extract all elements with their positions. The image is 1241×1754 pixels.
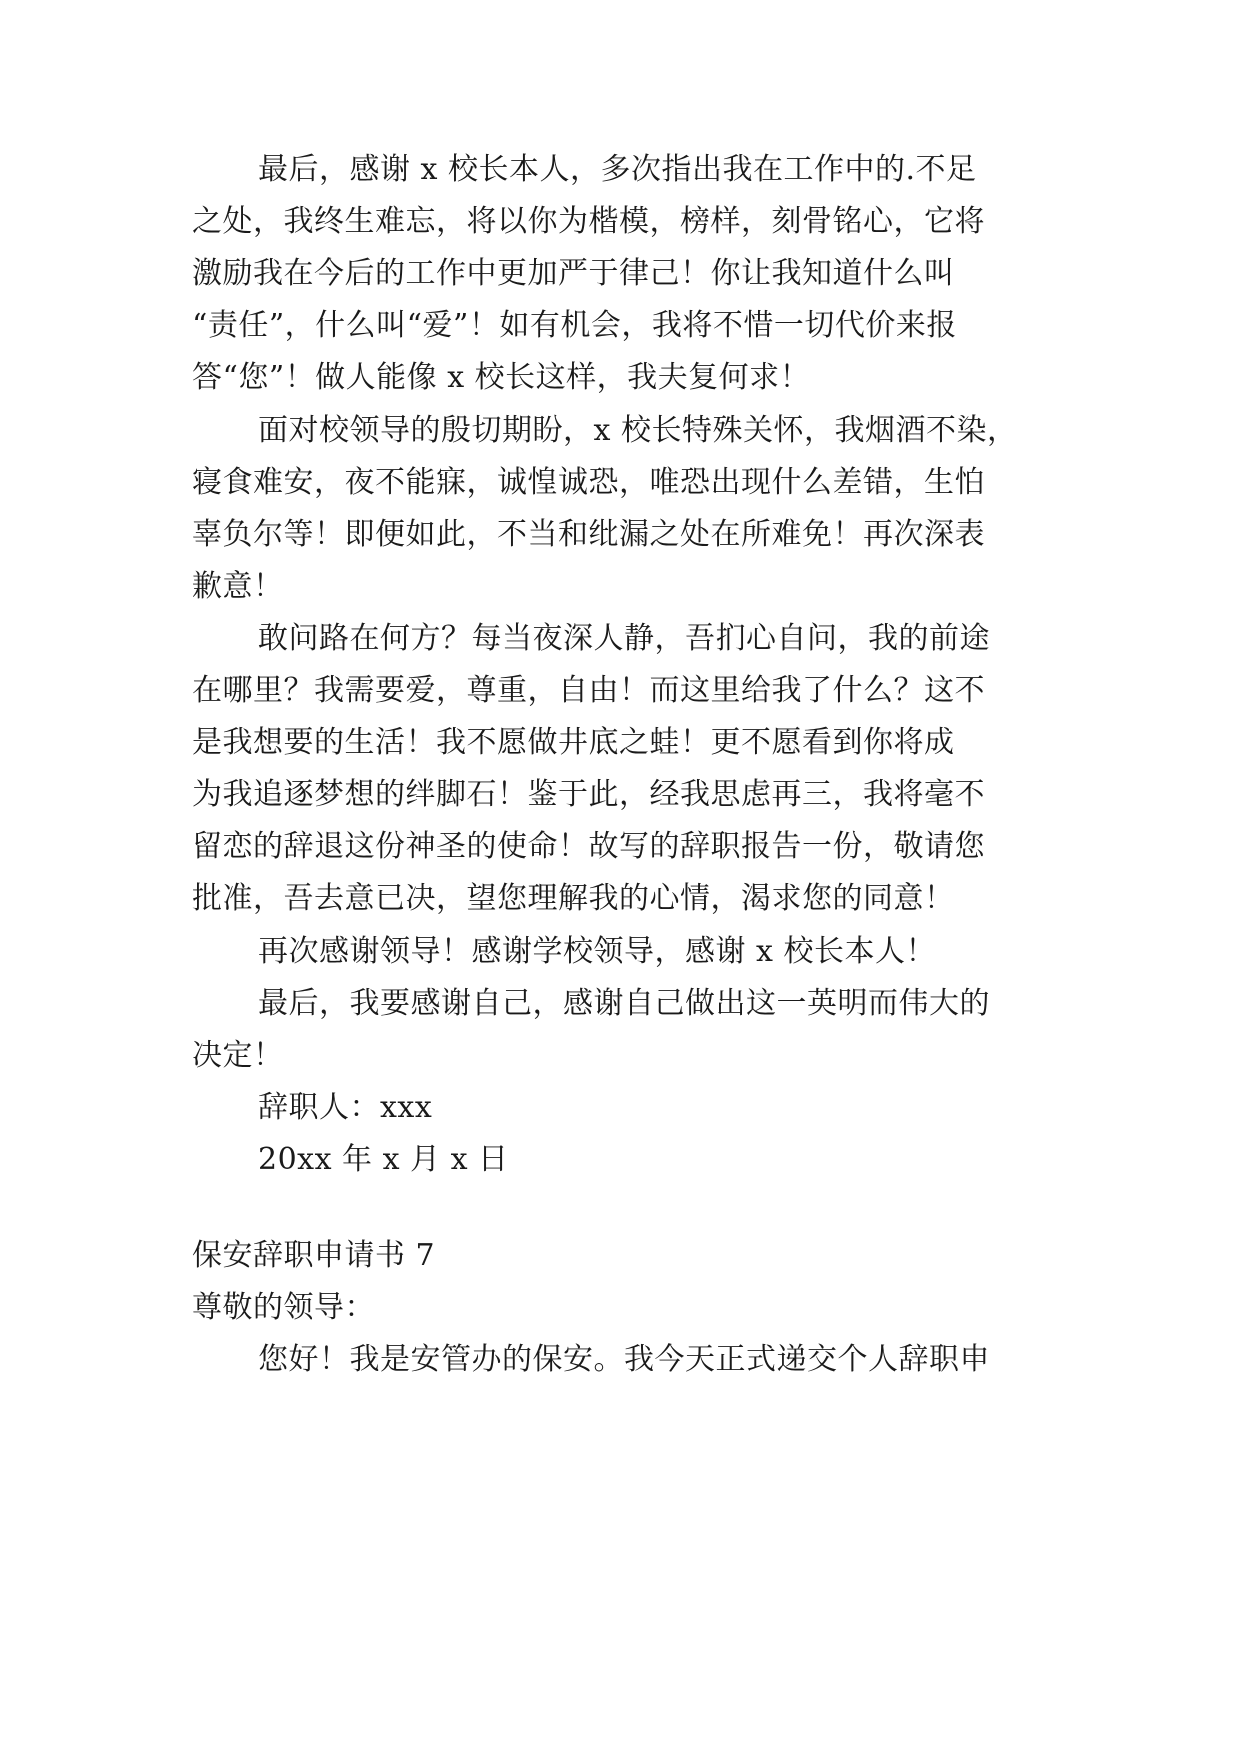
paragraph-line: 寝食难安，夜不能寐，诚惶诚恐，唯恐出现什么差错，生怕 (192, 465, 985, 500)
paragraph-line: 为我追逐梦想的绊脚石！鉴于此，经我思虑再三，我将毫不 (192, 777, 985, 812)
paragraph-line: 再次感谢领导！感谢学校领导，感谢 x 校长本人！ (258, 934, 936, 969)
paragraph-line: 最后，感谢 x 校长本人，多次指出我在工作中的.不足 (258, 152, 977, 187)
paragraph-line: 激励我在今后的工作中更加严于律己！你让我知道什么叫 (192, 256, 955, 291)
paragraph-line: 歉意！ (192, 569, 284, 604)
paragraph-line: 辜负尔等！即便如此，不当和纰漏之处在所难免！再次深表 (192, 517, 985, 552)
paragraph-line: 在哪里？我需要爱，尊重，自由！而这里给我了什么？这不 (192, 673, 985, 708)
section-title: 保安辞职申请书 7 (192, 1238, 436, 1273)
signature: 辞职人：xxx (258, 1090, 433, 1125)
paragraph-line: 留恋的辞退这份神圣的使命！故写的辞职报告一份，敬请您 (192, 829, 985, 864)
date: 20xx 年 x 月 x 日 (258, 1142, 509, 1177)
paragraph-line: 批准，吾去意已决，望您理解我的心情，渴求您的同意！ (192, 881, 955, 916)
paragraph-line: 面对校领导的殷切期盼，x 校长特殊关怀，我烟酒不染， (258, 413, 1018, 448)
opening-line: 您好！我是安管办的保安。我今天正式递交个人辞职申 (258, 1342, 990, 1377)
paragraph-line: 最后，我要感谢自己，感谢自己做出这一英明而伟大的 (258, 986, 990, 1021)
paragraph-line: 之处，我终生难忘，将以你为楷模，榜样，刻骨铭心，它将 (192, 204, 985, 239)
paragraph-line: 答“您”！做人能像 x 校长这样，我夫复何求！ (192, 360, 811, 395)
paragraph-line: “责任”，什么叫“爱”！如有机会，我将不惜一切代价来报 (192, 308, 957, 343)
paragraph-line: 敢问路在何方？每当夜深人静，吾扪心自问，我的前途 (258, 621, 990, 656)
paragraph-line: 是我想要的生活！我不愿做井底之蛙！更不愿看到你将成 (192, 725, 955, 760)
paragraph-line: 决定！ (192, 1038, 284, 1073)
salutation: 尊敬的领导： (192, 1290, 375, 1325)
